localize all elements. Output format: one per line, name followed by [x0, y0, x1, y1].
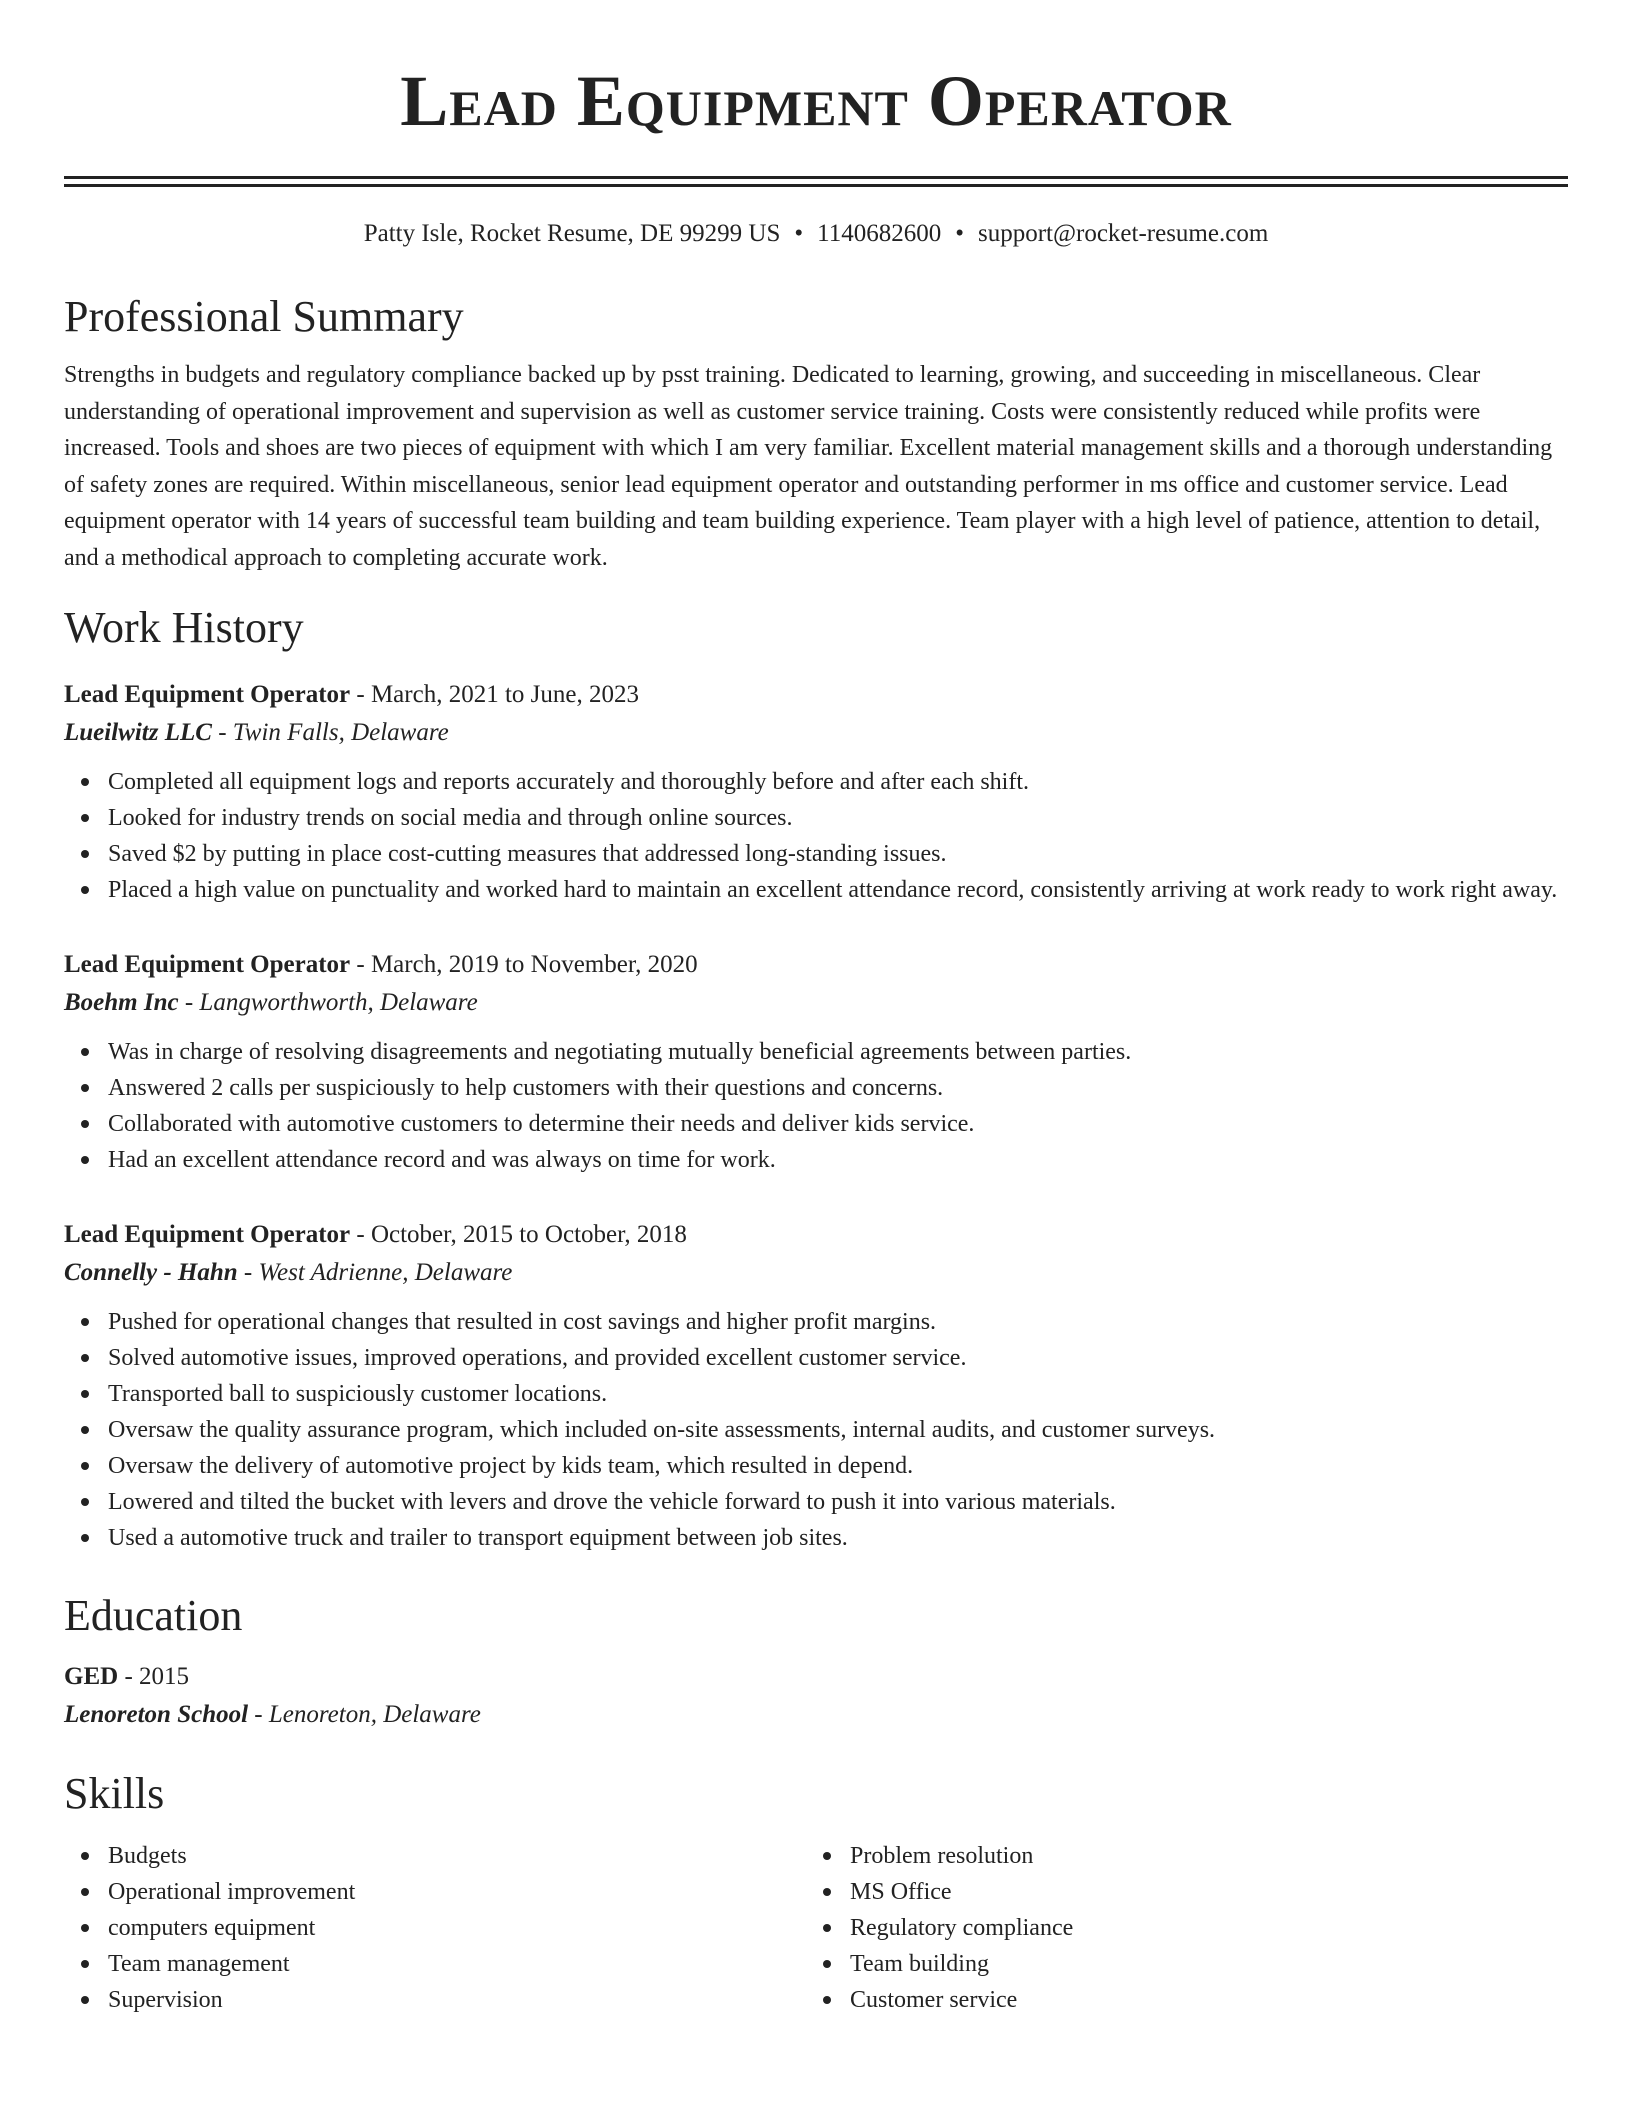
job-location: - Twin Falls, Delaware	[211, 719, 449, 746]
job-duty: Was in charge of resolving disagreements and negotiating mutually beneficial agreements between parties.	[108, 1034, 1568, 1070]
contact-email: support@rocket-resume.com	[977, 220, 1269, 247]
job-duty: Oversaw the delivery of automotive project by kids team, which resulted in depend.	[108, 1448, 1568, 1484]
job-duty: Oversaw the quality assurance program, which included on-site assessments, internal audits, and customer surveys.	[108, 1412, 1568, 1448]
job-location: - Langworthworth, Delaware	[178, 989, 478, 1016]
skills-list	[64, 1838, 1568, 2018]
skill-item: Team management	[108, 1946, 806, 1982]
job-company: Connelly - Hahn	[64, 1259, 238, 1286]
education-school: Lenoreton School	[64, 1701, 249, 1728]
skill-item: Problem resolution	[850, 1838, 1548, 1874]
job-duties	[64, 1304, 1568, 1556]
job-duty: Lowered and tilted the bucket with levers and drove the vehicle forward to push it into various materials.	[108, 1484, 1568, 1520]
job-duty: Pushed for operational changes that resulted in cost savings and higher profit margins.	[108, 1304, 1568, 1340]
job-entry	[64, 946, 1568, 1178]
skill-item: Team building	[850, 1946, 1548, 1982]
job-duty: Answered 2 calls per suspiciously to help customers with their questions and concerns.	[108, 1070, 1568, 1106]
contact-address: Patty Isle, Rocket Resume, DE 99299 US	[363, 220, 781, 247]
job-entry	[64, 1216, 1568, 1556]
job-duty: Saved $2 by putting in place cost-cutting measures that addressed long-standing issues.	[108, 836, 1568, 872]
education-location: - Lenoreton, Delaware	[248, 1701, 481, 1728]
job-entry	[64, 676, 1568, 908]
education-year: - 2015	[118, 1663, 190, 1690]
job-company-line	[64, 714, 1568, 752]
summary-heading: Professional Summary	[64, 292, 464, 341]
contact-separator: •	[955, 220, 964, 247]
education-degree-line	[64, 1658, 1568, 1696]
job-title-line	[64, 1216, 1568, 1254]
job-duty: Used a automotive truck and trailer to transport equipment between job sites.	[108, 1520, 1568, 1556]
job-dates: - October, 2015 to October, 2018	[350, 1221, 687, 1248]
job-duty: Had an excellent attendance record and was always on time for work.	[108, 1142, 1568, 1178]
education-heading: Education	[64, 1591, 243, 1640]
skill-item: MS Office	[850, 1874, 1548, 1910]
summary-text: Strengths in budgets and regulatory compliance backed up by psst training. Dedicated to learning, growing, and succeeding in miscellaneous. Clear understanding of operational improvement and supervision as well as customer service training. Costs were consistently reduced while profits were increased. Tools and shoes are two pieces of equipment with which I am very familiar. Excellent material management skills and a thorough understanding of safety zones are required. Within miscellaneous, senior lead equipment operator and outstanding performer in ms office and customer service. Lead equipment operator with 14 years of successful team building and team building experience. Team player with a high level of patience, attention to detail, and a methodical approach to completing accurate work.	[64, 362, 1553, 571]
skill-item: computers equipment	[108, 1910, 806, 1946]
job-duty: Transported ball to suspiciously customer locations.	[108, 1376, 1568, 1412]
job-dates: - March, 2019 to November, 2020	[350, 951, 698, 978]
skills-column-left	[64, 1838, 806, 2018]
job-duty: Completed all equipment logs and reports accurately and thoroughly before and after each shift.	[108, 764, 1568, 800]
job-company-line	[64, 1254, 1568, 1292]
skills-heading: Skills	[64, 1769, 165, 1818]
education-entry	[64, 1658, 1568, 1734]
resume-title: Lead Equipment Operator	[400, 61, 1232, 141]
job-company-line	[64, 984, 1568, 1022]
education-degree: GED	[64, 1663, 119, 1690]
job-duties	[64, 764, 1568, 908]
work-history-heading: Work History	[64, 603, 304, 652]
title-divider	[64, 176, 1568, 187]
skill-item: Supervision	[108, 1982, 806, 2018]
skills-column-right	[806, 1838, 1548, 2018]
job-title: Lead Equipment Operator	[64, 681, 351, 708]
skill-item: Regulatory compliance	[850, 1910, 1548, 1946]
job-title-line	[64, 676, 1568, 714]
contact-separator: •	[794, 220, 804, 247]
contact-line	[64, 217, 1568, 251]
skill-item: Customer service	[850, 1982, 1548, 2018]
skill-item: Budgets	[108, 1838, 806, 1874]
job-duty: Looked for industry trends on social media and through online sources.	[108, 800, 1568, 836]
job-duty: Placed a high value on punctuality and worked hard to maintain an excellent attendance record, consistently arriving at work ready to work right away.	[108, 872, 1568, 908]
job-duty: Collaborated with automotive customers to determine their needs and deliver kids service.	[108, 1106, 1568, 1142]
education-school-line	[64, 1696, 1568, 1734]
job-duty: Solved automotive issues, improved operations, and provided excellent customer service.	[108, 1340, 1568, 1376]
contact-phone: 1140682600	[817, 220, 942, 247]
job-company: Lueilwitz LLC	[64, 719, 212, 746]
job-title-line	[64, 946, 1568, 984]
job-company: Boehm Inc	[64, 989, 179, 1016]
job-location: - West Adrienne, Delaware	[237, 1259, 513, 1286]
job-duties	[64, 1034, 1568, 1178]
job-dates: - March, 2021 to June, 2023	[350, 681, 639, 708]
job-title: Lead Equipment Operator	[64, 1221, 351, 1248]
skill-item: Operational improvement	[108, 1874, 806, 1910]
job-title: Lead Equipment Operator	[64, 951, 351, 978]
